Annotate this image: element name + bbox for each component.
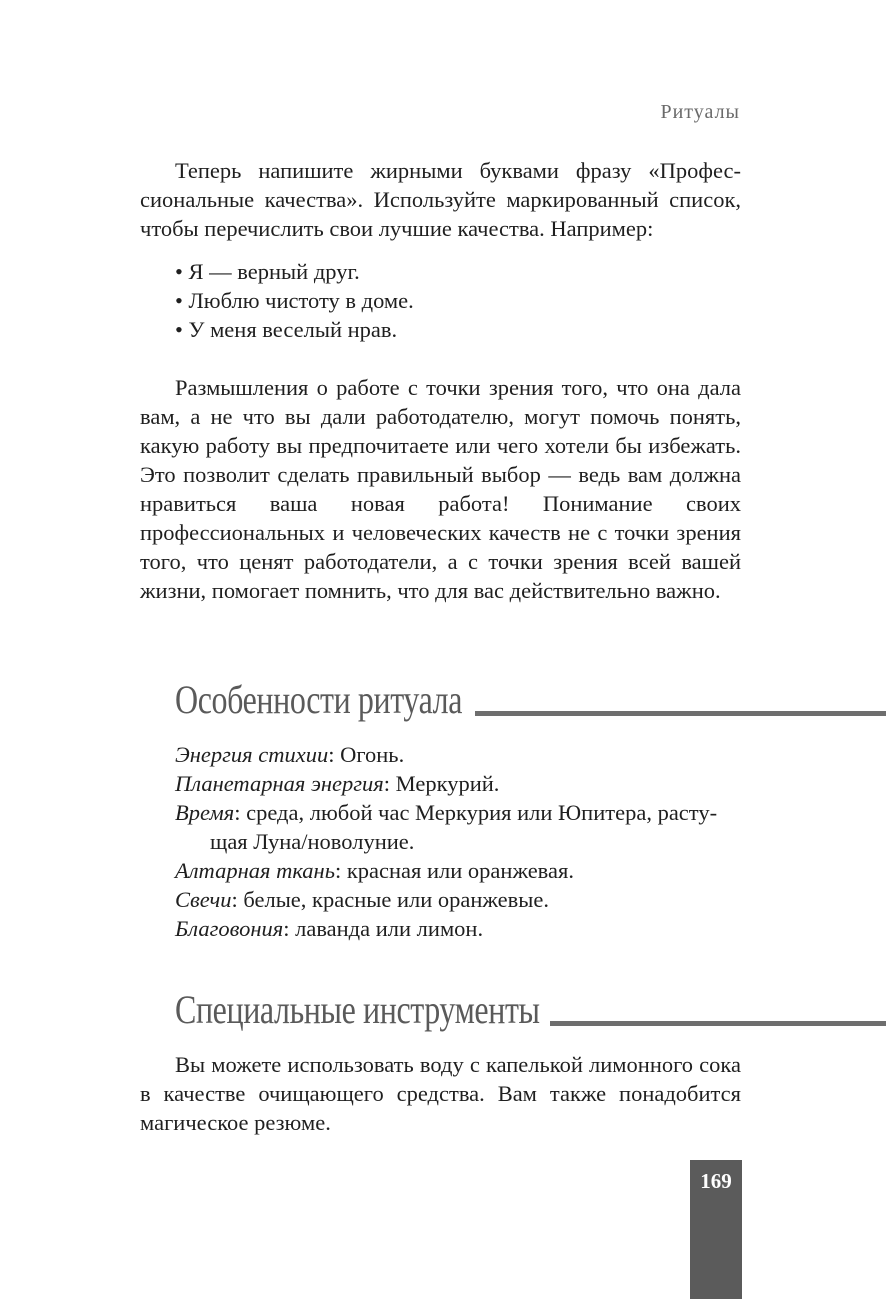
section-heading-special-tools bbox=[175, 986, 886, 1036]
property-label: Энергия стихии bbox=[175, 742, 329, 767]
section-rule bbox=[550, 1021, 886, 1026]
list-item: • Я — верный друг. bbox=[175, 257, 414, 286]
section-heading-ritual-features bbox=[175, 676, 886, 726]
section-title: Особенности ритуала bbox=[175, 677, 463, 722]
property-value: : белые, красные или оранжевые. bbox=[231, 887, 550, 912]
qualities-list bbox=[175, 257, 414, 344]
running-head: Ритуалы bbox=[660, 101, 740, 123]
property-label: Благовония bbox=[175, 916, 284, 941]
property-label: Планетарная энергия bbox=[175, 771, 384, 796]
paragraph-intro: Теперь напишите жирными буквами фразу «Профессиональные качества». Используйте маркированный список, чтобы перечислить свои лучшие качества. Например: bbox=[140, 158, 741, 241]
property-value: : красная или оранжевая. bbox=[334, 858, 574, 883]
property-value: : Огонь. bbox=[328, 742, 405, 767]
paragraph-tools: Вы можете использовать воду с капелькой лимонного сока в качестве очищающего средства. Вам также понадобится магическое резюме. bbox=[140, 1052, 741, 1135]
property-value: : Меркурий. bbox=[383, 771, 500, 796]
section-title: Специальные инструменты bbox=[175, 987, 540, 1032]
property-value: : лаванда или лимон. bbox=[283, 916, 484, 941]
section-rule bbox=[475, 711, 886, 716]
property-row bbox=[175, 798, 741, 856]
property-row bbox=[175, 914, 741, 943]
property-row bbox=[175, 740, 741, 769]
property-row bbox=[175, 856, 741, 885]
ritual-properties bbox=[175, 740, 741, 943]
property-row bbox=[175, 885, 741, 914]
page-number-tab bbox=[690, 1160, 742, 1299]
property-value: : среда, любой час Меркурия или Юпитера, растущая Луна/новолуние. bbox=[210, 800, 718, 854]
property-row bbox=[175, 769, 741, 798]
page-number: 169 bbox=[700, 1169, 732, 1193]
property-label: Свечи bbox=[175, 887, 232, 912]
list-item: • У меня веселый нрав. bbox=[175, 315, 414, 344]
paragraph-reflection: Размышления о работе с точки зрения того, что она дала вам, а не что вы дали работодателю, могут помочь понять, какую работу вы предпочитаете или чего хотели бы избежать. Это позволит сделать правильный выбор — ведь вам должна нравиться ваша новая работа! Понимание своих профессиональных и человеческих качеств не с точки зрения того, что ценят работодатели, а с точки зрения всей вашей жизни, помогает помнить, что для вас действительно важно. bbox=[140, 375, 741, 603]
property-label: Алтарная ткань bbox=[175, 858, 335, 883]
property-label: Время bbox=[175, 800, 235, 825]
list-item: • Люблю чистоту в доме. bbox=[175, 286, 414, 315]
